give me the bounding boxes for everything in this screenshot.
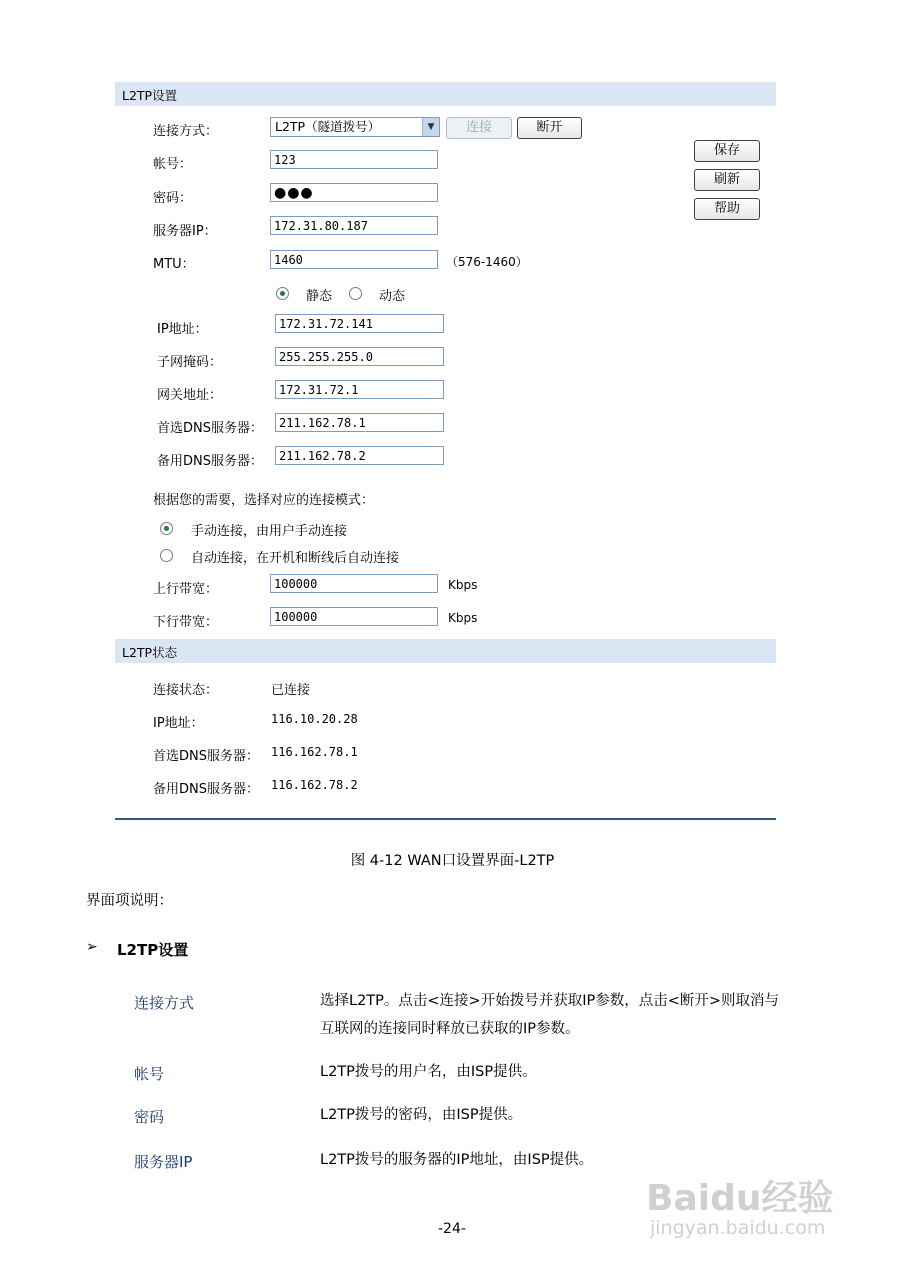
manual-label: 手动连接，由用户手动连接 (191, 524, 348, 539)
mask-label: 子网掩码： (157, 355, 223, 370)
mask-field[interactable]: 255.255.255.0 (275, 347, 444, 366)
intro-text: 界面项说明： (86, 893, 173, 909)
bullet-title: L2TP设置 (117, 941, 189, 959)
watermark-brand: Baidu经验 (646, 1178, 834, 1219)
refresh-button[interactable]: 刷新 (694, 169, 760, 191)
desc-name-conn-type: 连接方式 (134, 994, 195, 1012)
account-field[interactable]: 123 (270, 150, 438, 169)
down-bandwidth-unit: Kbps (448, 611, 478, 625)
status-dns2-label: 备用DNS服务器： (153, 782, 259, 797)
figure-caption: 图 4-12 WAN口设置界面-L2TP (350, 853, 555, 869)
desc-text-account: L2TP拨号的用户名，由ISP提供。 (320, 1064, 537, 1080)
conn-type-value: L2TP（隧道拨号） (275, 119, 381, 134)
password-label: 密码： (153, 191, 193, 206)
dns1-label: 首选DNS服务器： (157, 421, 263, 436)
up-bandwidth-label: 上行带宽： (153, 582, 219, 597)
desc-text-password: L2TP拨号的密码，由ISP提供。 (320, 1107, 523, 1123)
gateway-label: 网关地址： (157, 388, 223, 403)
l2tp-settings-header (115, 82, 776, 106)
conn-state-label: 连接状态： (153, 683, 219, 698)
mtu-label: MTU： (153, 257, 195, 272)
l2tp-status-header (115, 639, 776, 663)
static-radio[interactable] (276, 287, 289, 300)
mode-prompt: 根据您的需要，选择对应的连接模式： (153, 493, 375, 508)
status-dns1-label: 首选DNS服务器： (153, 749, 259, 764)
watermark-url: jingyan.baidu.com (650, 1217, 826, 1239)
divider (115, 818, 776, 820)
password-field[interactable]: ●●● (270, 183, 438, 202)
down-bandwidth-field[interactable]: 100000 (270, 607, 438, 626)
conn-type-select[interactable] (270, 117, 440, 137)
dns1-field[interactable]: 211.162.78.1 (275, 413, 444, 432)
desc-name-account: 帐号 (134, 1065, 165, 1083)
auto-label: 自动连接，在开机和断线后自动连接 (191, 551, 400, 566)
mtu-range: （576-1460） (446, 255, 528, 269)
conn-state-value: 已连接 (271, 683, 311, 698)
status-dns2-value: 116.162.78.2 (271, 778, 358, 792)
server-ip-field[interactable]: 172.31.80.187 (270, 216, 438, 235)
manual-radio[interactable] (160, 522, 173, 535)
desc-text-conn-type-1: 选择L2TP。点击<连接>开始拨号并获取IP参数，点击<断开>则取消与 (320, 993, 780, 1009)
ip-label: IP地址： (157, 322, 208, 337)
desc-name-server-ip: 服务器IP (134, 1153, 193, 1171)
save-button[interactable]: 保存 (694, 140, 760, 162)
l2tp-status-title: L2TP状态 (122, 645, 178, 660)
up-bandwidth-unit: Kbps (448, 578, 478, 592)
status-dns1-value: 116.162.78.1 (271, 745, 358, 759)
account-label: 帐号： (153, 157, 193, 172)
ip-field[interactable]: 172.31.72.141 (275, 314, 444, 333)
gateway-field[interactable]: 172.31.72.1 (275, 380, 444, 399)
l2tp-settings-title: L2TP设置 (122, 88, 178, 103)
dns2-label: 备用DNS服务器： (157, 454, 263, 469)
mtu-field[interactable]: 1460 (270, 250, 438, 269)
desc-name-password: 密码 (134, 1108, 165, 1126)
static-label: 静态 (306, 289, 333, 304)
connect-button[interactable]: 连接 (446, 117, 512, 139)
status-ip-label: IP地址： (153, 716, 204, 731)
status-ip-value: 116.10.20.28 (271, 712, 358, 726)
chevron-down-icon[interactable]: ▼ (422, 118, 439, 136)
server-ip-label: 服务器IP： (153, 224, 217, 239)
desc-text-conn-type-2: 互联网的连接同时释放已获取的IP参数。 (320, 1021, 580, 1037)
dns2-field[interactable]: 211.162.78.2 (275, 446, 444, 465)
down-bandwidth-label: 下行带宽： (153, 615, 219, 630)
conn-type-label: 连接方式： (153, 124, 219, 139)
dynamic-radio[interactable] (349, 287, 362, 300)
desc-text-server-ip: L2TP拨号的服务器的IP地址，由ISP提供。 (320, 1152, 594, 1168)
dynamic-label: 动态 (379, 289, 406, 304)
disconnect-button[interactable]: 断开 (517, 117, 582, 139)
up-bandwidth-field[interactable]: 100000 (270, 574, 438, 593)
page-number: -24- (438, 1221, 466, 1237)
bullet-icon: ➢ (86, 939, 98, 955)
help-button[interactable]: 帮助 (694, 198, 760, 220)
auto-radio[interactable] (160, 549, 173, 562)
